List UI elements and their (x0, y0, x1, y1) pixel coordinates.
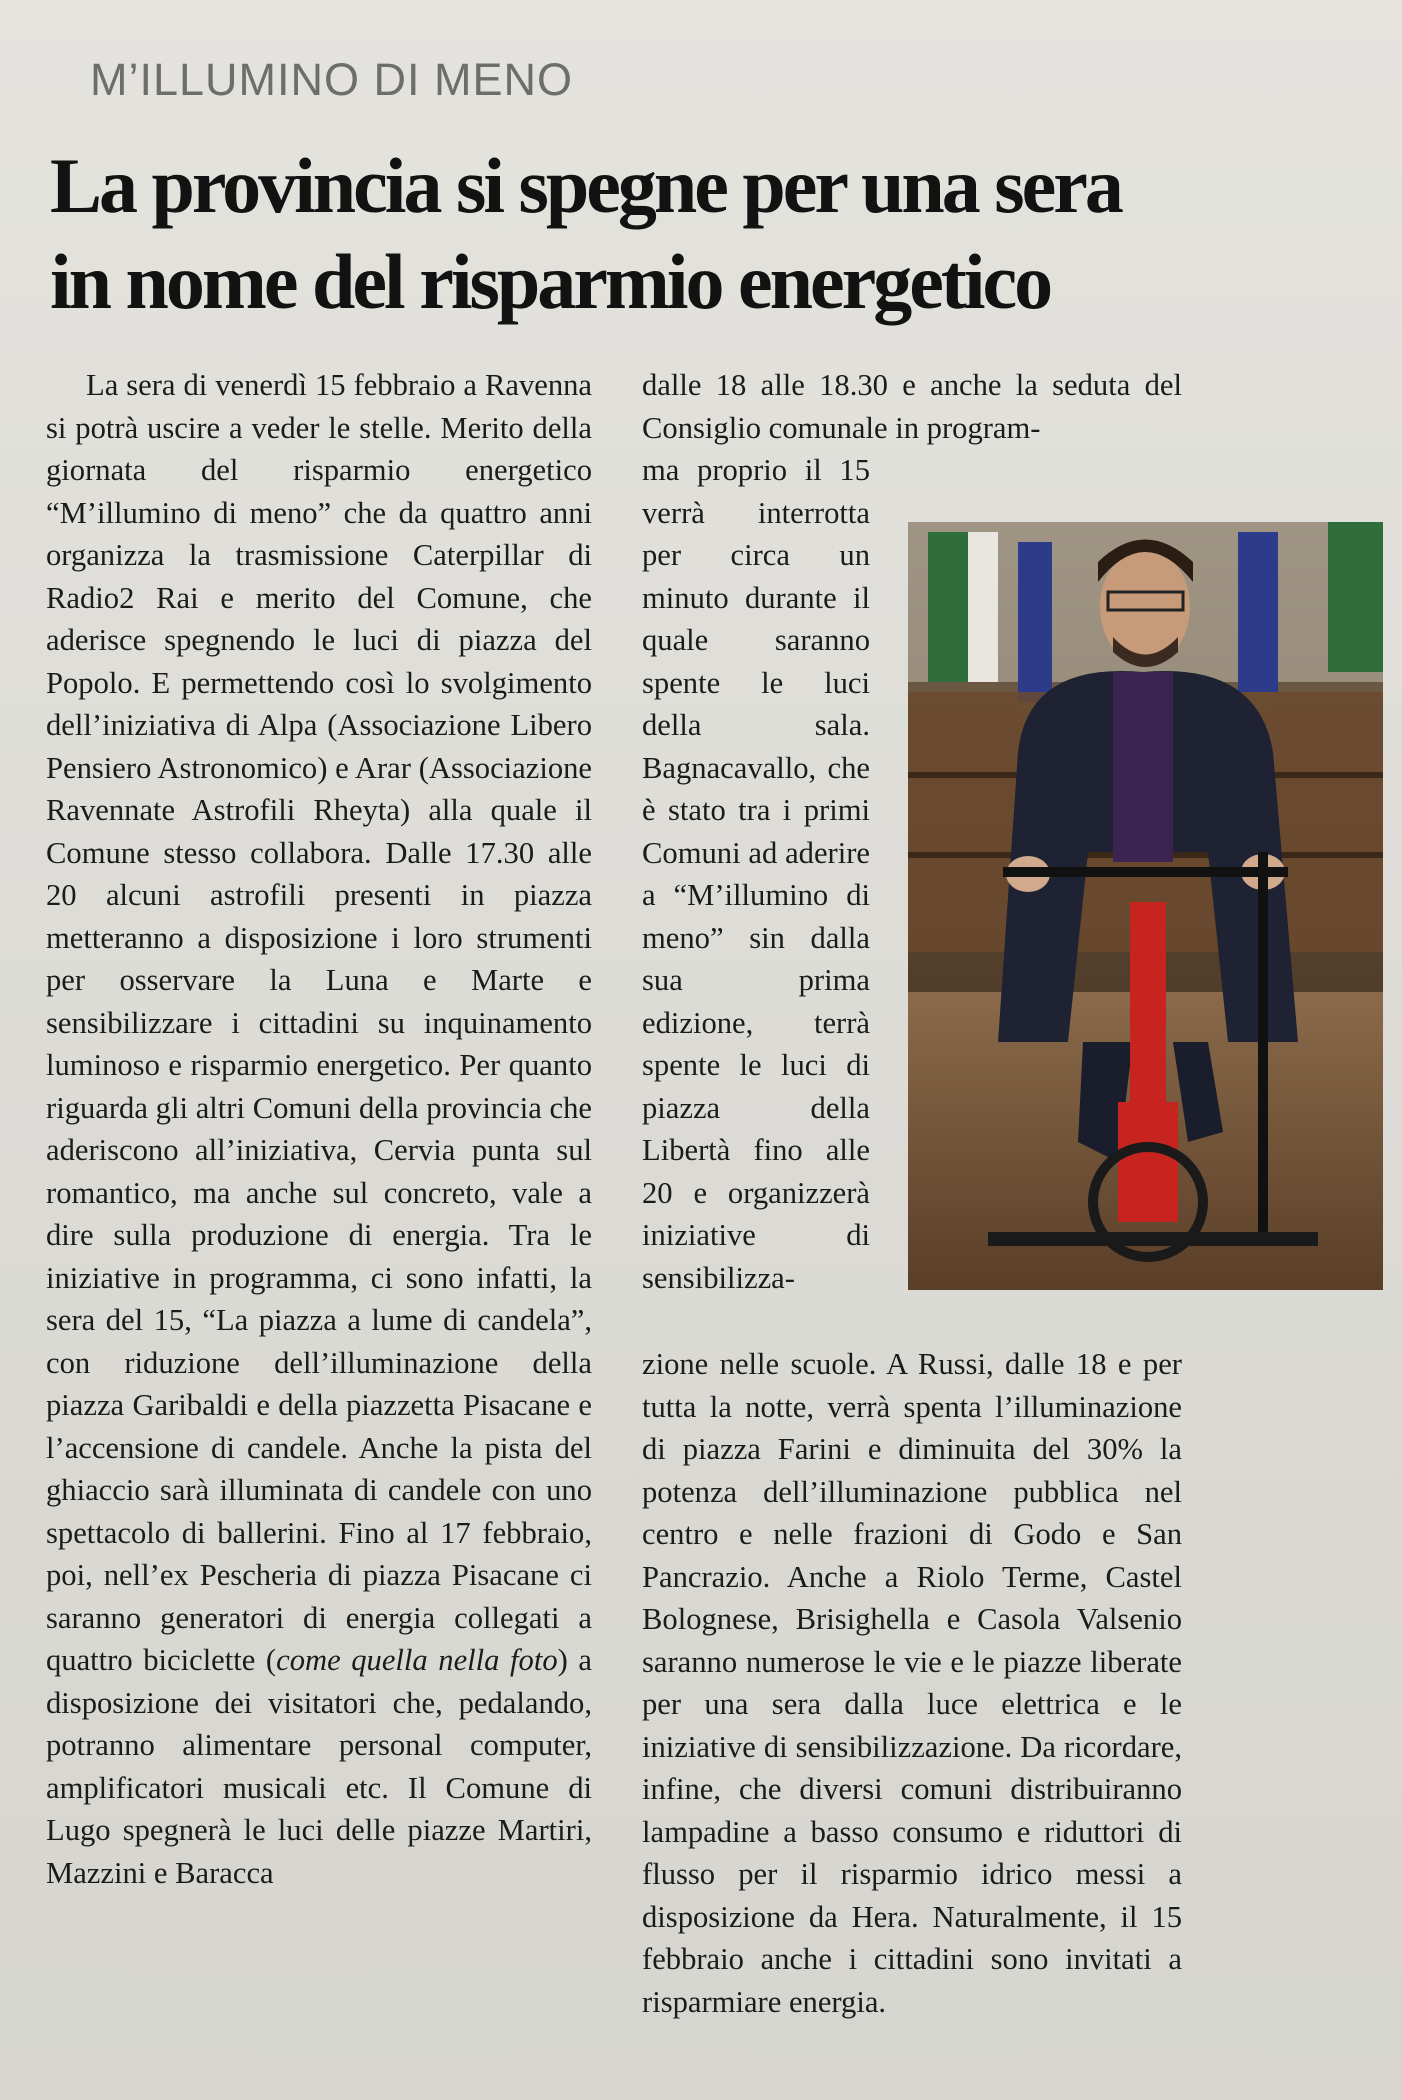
cyclist-photo-illustration (908, 522, 1383, 1290)
article-headline (50, 138, 1380, 330)
right-column-bottom (642, 1343, 1182, 2023)
headline-line-1: La provincia si spegne per una sera (50, 142, 1121, 229)
right-column-bottom-text: zione nelle scuole. A Russi, dalle 18 e per tutta la notte, verrà spenta l’illuminazione di piazza Farini e diminuita del 30% la potenza dell’illuminazione pubblica nel centro e nelle frazioni di Godo e San Pancrazio. Anche a Riolo Terme, Castel Bolognese, Brisighella e Casola Valsenio saranno numerose le vie e le piazze liberate per una sera dalla luce elettrica e le iniziative di sensibilizzazione. Da ricordare, infine, che diversi comuni distribuiranno lampadine a basso consumo e riduttori di flusso per il risparmio idrico messi a disposizione da Hera. Naturalmente, il 15 febbraio anche i cittadini sono invitati a risparmiare energia. (642, 1347, 1182, 2019)
article-photo (908, 522, 1383, 1290)
left-column-paragraph: La sera di venerdì 15 febbraio a Ravenna si potrà uscire a veder le stelle. Merito della giornata del risparmio energetico “M’illumino di meno” che da quattro anni organizza la trasmissione Caterpillar di Radio2 Rai e merito del Comune, che aderisce spegnendo le luci di piazza del Popolo. E permettendo così lo svolgimento dell’iniziativa di Alpa (Associazione Libero Pensiero Astronomico) e Arar (Associazione Ravennate Astrofili Rheyta) alla quale il Comune stesso collabora. Dalle 17.30 alle 20 alcuni astrofili presenti in piazza metteranno a disposizione i loro strumenti per osservare la Luna e Marte e sensibilizzare i cittadini su inquinamento luminoso e risparmio energetico. Per quanto riguarda gli altri Comuni della provincia che aderiscono all’iniziativa, Cervia punta sul romantico, ma anche sul concreto, vale a dire sulla produzione di energia. Tra le iniziative in programma, ci sono infatti, la sera del 15, “La piazza a lume di candela”, con riduzione dell’illuminazione della piazza Garibaldi e della piazzetta Pisacane e l’accensione di candele. Anche la pista del ghiaccio sarà illuminata di candele con uno spettacolo di ballerini. Fino al 17 febbraio, poi, nell’ex Pescheria di piazza Pisacane ci saranno generatori di energia collegati a quattro biciclette (come quella nella foto) a disposizione dei visitatori che, pedalando, potranno alimentare personal computer, amplificatori musicali etc. Il Comune di Lugo spegnerà le luci delle piazze Martiri, Mazzini e Baracca (46, 368, 592, 1890)
left-column (46, 364, 592, 1894)
left-column-text-end: a disposizione dei visitatori che, pedalando, potranno alimentare personal computer, amplificatori musicali etc. Il Comune di Lugo spegnerà le luci delle piazze Martiri, Mazzini e Baracca (46, 1643, 592, 1890)
right-column-top-text: dalle 18 alle 18.30 e anche la seduta del Consiglio comunale in program- (642, 368, 1182, 445)
right-column-narrow-text: ma proprio il 15 verrà interrotta per circa un minuto durante il quale saranno spente le luci della sala. Bagnacavallo, che è stato tra i primi Comuni ad aderire a “M’illumino di meno” sin dalla sua prima edizione, terrà spente le luci di piazza della Libertà fino alle 20 e organizzerà iniziative di sensibilizza- (642, 453, 870, 1295)
section-overline: M’ILLUMINO DI MENO (90, 54, 574, 105)
photo-reference: come quella nella foto (276, 1643, 558, 1677)
left-column-text: La sera di venerdì 15 febbraio a Ravenna si potrà uscire a veder le stelle. Merito della giornata del risparmio energetico “M’illumino di meno” che da quattro anni organizza la trasmissione Caterpillar di Radio2 Rai e merito del Comune, che aderisce spegnendo le luci di piazza del Popolo. E permettendo così lo svolgimento dell’iniziativa di Alpa (Associazione Libero Pensiero Astronomico) e Arar (Associazione Ravennate Astrofili Rheyta) alla quale il Comune stesso collabora. Dalle 17.30 alle 20 alcuni astrofili presenti in piazza metteranno a disposizione i loro strumenti per osservare la Luna e Marte e sensibilizzare i cittadini su inquinamento luminoso e risparmio energetico. Per quanto riguarda gli altri Comuni della provincia che aderiscono all’iniziativa, Cervia punta sul romantico, ma anche sul concreto, vale a dire sulla produzione di energia. Tra le iniziative in programma, ci sono infatti, la sera del 15, “La piazza a lume di candela”, con riduzione dell’illuminazione della piazza Garibaldi e della piazzetta Pisacane e l’accensione di candele. Anche la pista del ghiaccio sarà illuminata di candele con uno spettacolo di ballerini. Fino al 17 febbraio, poi, nell’ex Pescheria di piazza Pisacane ci saranno generatori di energia collegati a quattro biciclette (46, 368, 592, 1677)
right-column-top (642, 364, 1182, 449)
right-column-beside-photo (642, 449, 870, 1299)
headline-line-2: in nome del risparmio energetico (50, 238, 1051, 325)
